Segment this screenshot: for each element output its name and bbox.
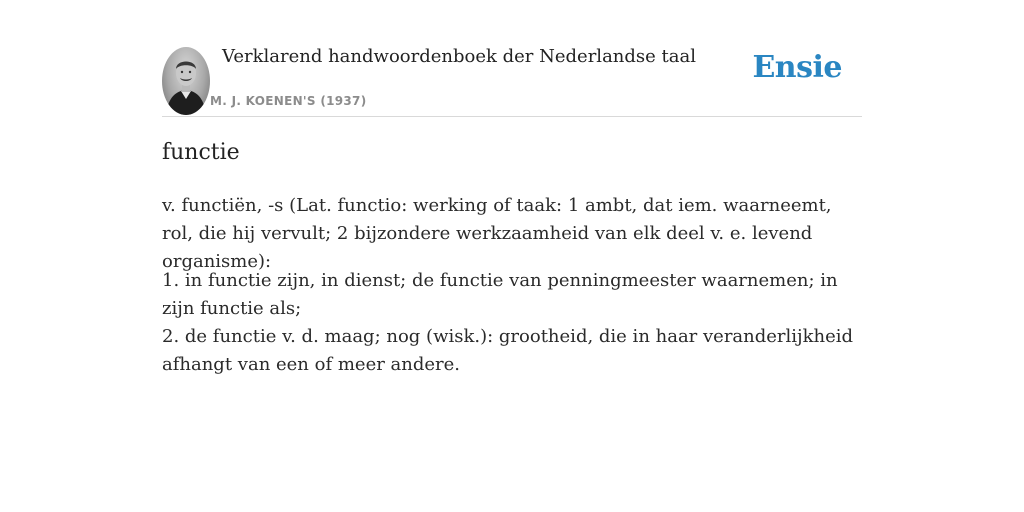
- book-title: Verklarend handwoordenboek der Nederlandse taal: [222, 46, 696, 67]
- entry-senses: [162, 267, 862, 379]
- entry-etymology: v. functiën, -s (Lat. functio: werking of taak: 1 ambt, dat iem. waarneemt, rol, die hij vervult; 2 bijzondere werkzaamheid van elk deel v. e. levend organisme):: [162, 195, 832, 272]
- author-portrait-icon: [162, 47, 210, 115]
- sense-item: 2. de functie v. d. maag; nog (wisk.): grootheid, die in haar veranderlijkheid afhangt van een of meer andere.: [162, 326, 854, 375]
- sense-item: 1. in functie zijn, in dienst; de functie van penningmeester waarnemen; in zijn functie als;: [162, 270, 838, 319]
- dictionary-header: [162, 44, 862, 117]
- author-credit: M. J. KOENEN'S (1937): [210, 94, 367, 108]
- ensie-logo-link[interactable]: Ensie: [752, 50, 842, 85]
- entry-headword: functie: [162, 140, 240, 165]
